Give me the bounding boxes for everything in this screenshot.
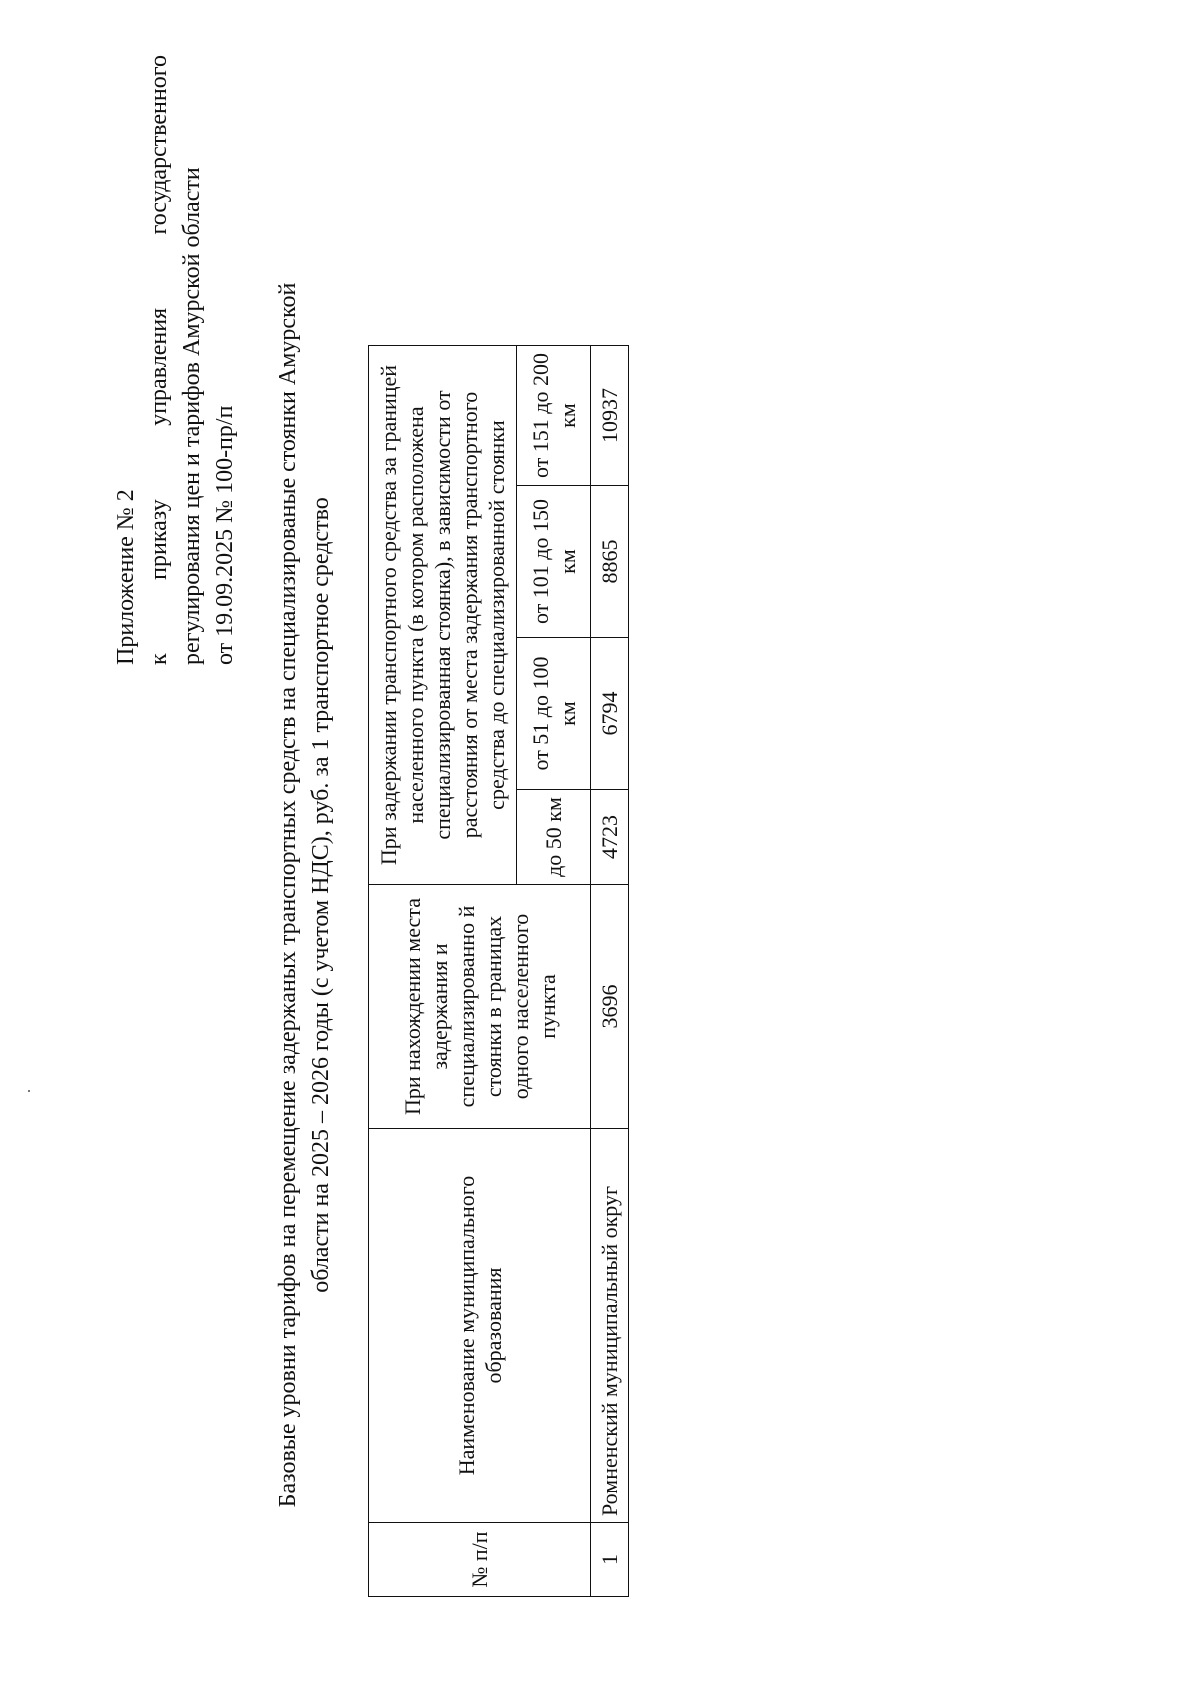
row-distance-1: 4723 (591, 790, 629, 885)
appendix-header (110, 55, 242, 665)
header-distance-4: от 151 до 200 км (517, 346, 591, 486)
scan-speck (28, 1090, 30, 1092)
appendix-order-line: к приказу управления государственного (146, 55, 172, 665)
header-within-settlement: При нахождении места задержания и специализированно й стоянки в границах одного населенного пункта (369, 885, 591, 1129)
header-outside-settlement: При задержании транспортного средства за границей населенного пункта (в котором расположена специализированная стоянка), в зависимости от расстояния от места задержания транспортного средства до специализированной стоянки (369, 346, 517, 885)
row-distance-2: 6794 (591, 638, 629, 790)
tariff-table (368, 345, 629, 1597)
row-distance-4: 10937 (591, 346, 629, 486)
appendix-date-line: от 19.09.2025 № 100-пр/п (212, 405, 238, 665)
table-row (591, 346, 629, 1597)
header-row-1 (369, 346, 517, 1597)
header-num: № п/п (369, 1523, 591, 1597)
title-line-1: Базовые уровни тарифов на перемещение задержаных транспортных средств на специализированые стоянки Амурской (275, 282, 301, 1508)
row-name: Ромненский муниципальный округ (591, 1129, 629, 1523)
header-name: Наименование муниципального образования (369, 1129, 591, 1523)
header-distance-1: до 50 км (517, 790, 591, 885)
header-distance-2: от 51 до 100 км (517, 638, 591, 790)
title-line-2: области на 2025 – 2026 годы (с учетом НДС), руб. за 1 транспортное средство (308, 497, 334, 1293)
document-title (272, 245, 338, 1545)
row-num: 1 (591, 1523, 629, 1597)
row-within: 3696 (591, 885, 629, 1129)
appendix-authority-line: регулирования цен и тарифов Амурской области (179, 167, 205, 665)
appendix-number: Приложение № 2 (113, 489, 139, 665)
header-distance-3: от 101 до 150 км (517, 486, 591, 638)
row-distance-3: 8865 (591, 486, 629, 638)
